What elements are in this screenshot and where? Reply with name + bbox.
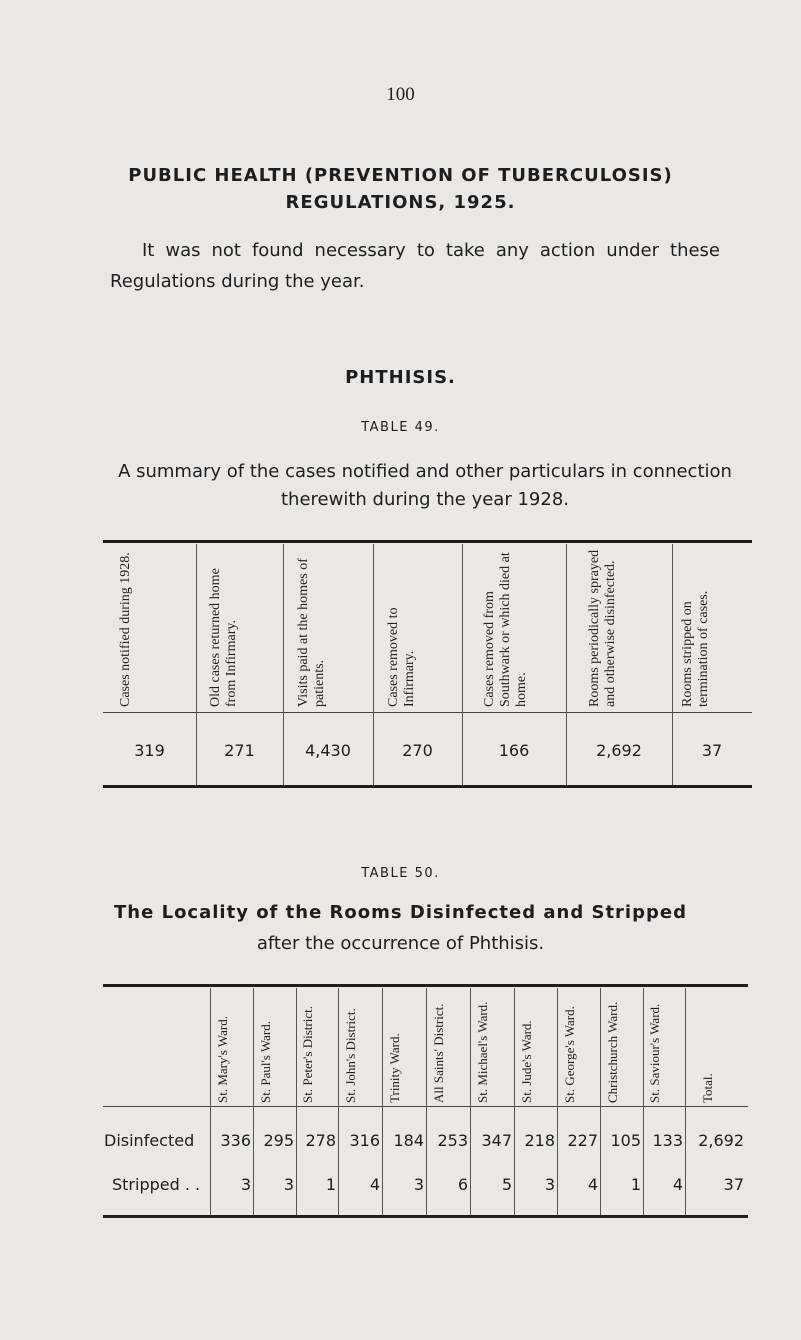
table-50-header: St. John's District.: [343, 1008, 358, 1103]
table-50-cell: 3: [413, 1175, 424, 1194]
table-50-cell: 336: [220, 1131, 251, 1150]
table-50-cell: 3: [240, 1175, 251, 1194]
table-50-cell: 6: [457, 1175, 468, 1194]
table-50-title: The Locality of the Rooms Disinfected and Stripped: [114, 902, 687, 923]
table-49-bottom-rule: [103, 785, 752, 788]
table-49-cell: 2,692: [596, 741, 642, 760]
table-50-cell: 133: [652, 1131, 683, 1150]
table-50-cell: 3: [544, 1175, 555, 1194]
heading-line-1: PUBLIC HEALTH (PREVENTION OF TUBERCULOSIS): [128, 165, 673, 186]
table-49-cell: 4,430: [305, 741, 351, 760]
table-50-header: All Saints' District.: [431, 1003, 446, 1103]
table-49-description: [110, 458, 740, 514]
table-49-cell: 271: [224, 741, 255, 760]
table-49-header: Visits paid at the homes of patients.: [296, 558, 327, 707]
table-49-header: Cases removed from Southwark or which died at home.: [482, 552, 529, 707]
heading-line-2: REGULATIONS, 1925.: [285, 192, 516, 213]
table-50-cell: 4: [672, 1175, 683, 1194]
table-49-description-line-2: therewith during the year 1928.: [281, 489, 569, 510]
table-50-header: St. George's Ward.: [561, 1006, 577, 1103]
table-50-header: St. Mary's Ward.: [214, 1016, 230, 1103]
table-49-cell: 37: [701, 741, 723, 760]
table-50-cell: 4: [587, 1175, 598, 1194]
table-50-cell: 37: [723, 1175, 744, 1194]
table-49-cell: 166: [498, 741, 530, 760]
table-50-cell: 184: [393, 1131, 424, 1150]
table-49-description-line-1: A summary of the cases notified and other particulars in connection: [118, 461, 732, 482]
table-50-header: St. Saviour's Ward.: [647, 1003, 662, 1103]
table-49-label: TABLE 49.: [361, 420, 440, 435]
table-49-header: Cases removed to Infirmary.: [385, 607, 417, 707]
table-50-subtitle: after the occurrence of Phthisis.: [256, 933, 545, 954]
table-50-cell: 4: [369, 1175, 380, 1194]
table-50-cell: 316: [349, 1131, 380, 1150]
table-50-header: St. Paul's Ward.: [257, 1021, 273, 1103]
table-49-header: Rooms stripped on termination of cases.: [680, 590, 711, 707]
table-50-cell: 105: [610, 1131, 641, 1150]
table-49-cell: 270: [402, 741, 433, 760]
table-50-cell: 295: [263, 1131, 294, 1150]
table-49-header: Cases notified during 1928.: [117, 552, 133, 707]
table-50-header: St. Peter's District.: [300, 1006, 315, 1103]
table-50-cell: 5: [501, 1175, 512, 1194]
table-50-label: TABLE 50.: [361, 866, 440, 881]
table-50-header: St. Michael's Ward.: [475, 1001, 490, 1103]
body-paragraph: It was not found necessary to take any action under these Regulations during the year.: [110, 240, 720, 292]
table-50-top-rule: [103, 984, 748, 987]
table-50-cell: 1: [630, 1175, 641, 1194]
table-50-header: St. Jude's Ward.: [518, 1020, 534, 1103]
table-50-row-label: Stripped . .: [112, 1175, 201, 1194]
table-50-cell: 278: [305, 1131, 336, 1150]
table-50-cell: 2,692: [698, 1131, 744, 1150]
table-49-header: Rooms periodically sprayed and otherwise disinfected.: [587, 549, 618, 707]
table-50-cell: 227: [567, 1131, 598, 1150]
table-50-cell: 218: [524, 1131, 555, 1150]
table-49-header-rule: [103, 712, 752, 713]
table-49-cell: 319: [134, 741, 165, 760]
table-50-header: Trinity Ward.: [387, 1033, 402, 1103]
table-49-top-rule: [103, 540, 752, 543]
table-50-cell: 1: [325, 1175, 336, 1194]
table-50-cell: 347: [481, 1131, 512, 1150]
table-50-cell: 253: [437, 1131, 468, 1150]
table-50-header: Total.: [699, 1073, 715, 1103]
section-title: PHTHISIS.: [345, 367, 456, 388]
table-50-row-label: Disinfected: [104, 1131, 195, 1150]
table-50-cell: 3: [283, 1175, 294, 1194]
page-number: 100: [386, 84, 415, 105]
table-50-header: Christchurch Ward.: [604, 1001, 620, 1103]
table-50-bottom-rule: [103, 1215, 748, 1218]
table-49-header: Old cases returned home from Infirmary.: [207, 568, 239, 707]
